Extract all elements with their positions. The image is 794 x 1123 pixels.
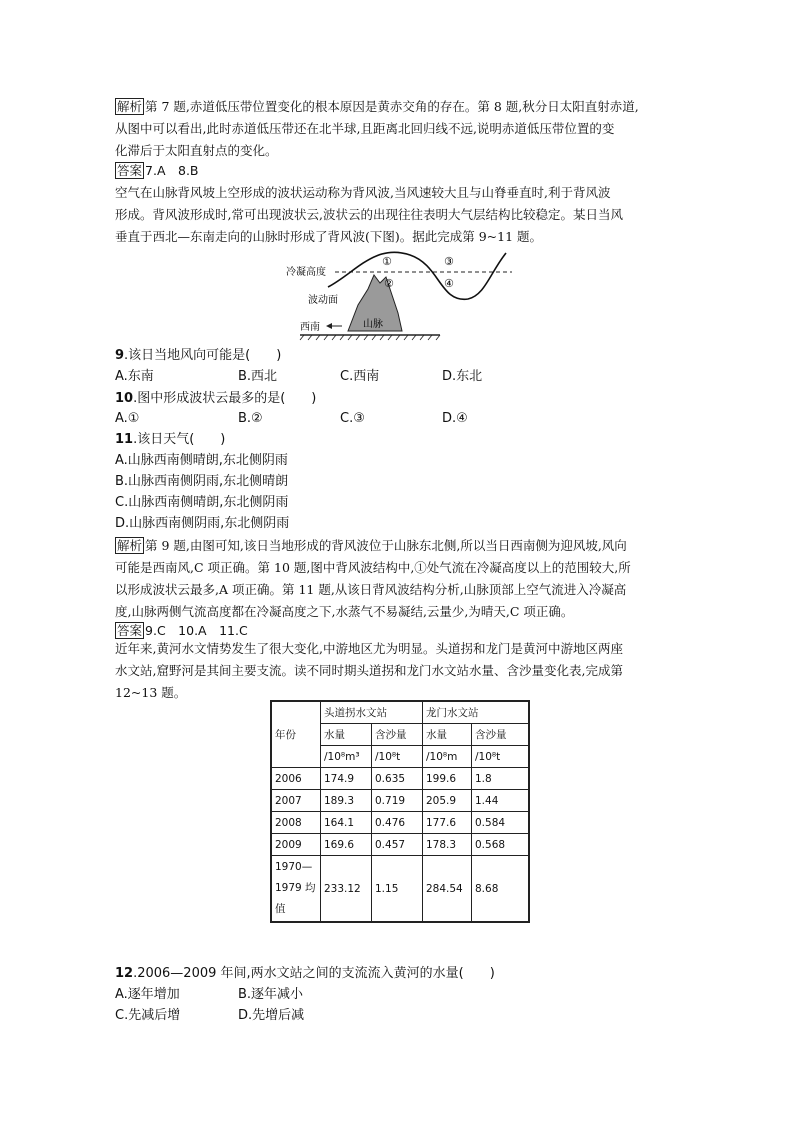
answer-text: 7.A 8.B: [145, 163, 199, 178]
analysis-tag: 解析: [117, 538, 143, 553]
header-sand-1: 含沙量: [372, 724, 423, 746]
table-row: 2009 169.6 0.457 178.3 0.568: [271, 834, 529, 856]
passage-1: [115, 182, 690, 248]
hydrology-table: [270, 700, 530, 923]
header-station-2: 龙门水文站: [423, 701, 530, 724]
analysis-line: 第 9 题,由图可知,该日当地形成的背风波位于山脉东北侧,所以当日西南侧为迎风坡,风向: [145, 538, 627, 553]
analysis-block-1: [115, 96, 690, 162]
analysis-line: 度,山脉两侧气流高度都在冷凝高度之下,水蒸气不易凝结,云量少,为晴天,C 项正确。: [115, 604, 574, 619]
q9-option-c[interactable]: C.西南: [340, 369, 380, 384]
marker-3: ③: [444, 255, 454, 268]
answer-tag: 答案: [117, 623, 143, 638]
question-11: 11.该日天气( ): [115, 432, 226, 447]
lee-wave-diagram: [280, 243, 520, 343]
label-wave-surface: 波动面: [308, 295, 338, 306]
table-row-average: 1970— 1979 均 值 233.12 1.15 284.54 8.68: [271, 856, 529, 923]
q10-option-a[interactable]: A.①: [115, 411, 140, 426]
arrow-head: [326, 323, 332, 329]
question-10: 10.图中形成波状云最多的是( ): [115, 391, 317, 406]
q11-option-c[interactable]: C.山脉西南侧晴朗,东北侧阴雨: [115, 495, 289, 510]
q10-option-b[interactable]: B.②: [238, 411, 263, 426]
analysis-line: 从图中可以看出,此时赤道低压带还在北半球,且距离北回归线不远,说明赤道低压带位置的变: [115, 121, 615, 136]
passage-line: 水文站,窟野河是其间主要支流。读不同时期头道拐和龙门水文站水量、含沙量变化表,完成第: [115, 663, 623, 678]
passage-line: 垂直于西北—东南走向的山脉时形成了背风波(下图)。据此完成第 9~11 题。: [115, 229, 543, 244]
q12-option-d[interactable]: D.先增后减: [238, 1008, 305, 1023]
header-sand-2: 含沙量: [472, 724, 530, 746]
analysis-line: 以形成波状云最多,A 项正确。第 11 题,从该日背风波结构分析,山脉顶部上空气流进入冷凝高: [115, 582, 627, 597]
passage-line: 近年来,黄河水文情势发生了很大变化,中游地区尤为明显。头道拐和龙门是黄河中游地区两座: [115, 641, 623, 656]
question-9: 9.该日当地风向可能是( ): [115, 348, 282, 363]
analysis-line: 可能是西南风,C 项正确。第 10 题,图中背风波结构中,①处气流在冷凝高度以上的范围较大,所: [115, 560, 631, 575]
q11-option-a[interactable]: A.山脉西南侧晴朗,东北侧阴雨: [115, 453, 288, 468]
marker-4: ④: [444, 277, 454, 290]
analysis-line: 第 7 题,赤道低压带位置变化的根本原因是黄赤交角的存在。第 8 题,秋分日太阳直射赤道,: [145, 99, 639, 114]
q11-option-d[interactable]: D.山脉西南侧阴雨,东北侧阴雨: [115, 516, 290, 531]
label-mountain: 山脉: [363, 319, 383, 330]
header-station-1: 头道拐水文站: [321, 701, 423, 724]
q11-option-b[interactable]: B.山脉西南侧阴雨,东北侧晴朗: [115, 474, 289, 489]
header-water-1: 水量: [321, 724, 372, 746]
unit-sand-2: /10⁸t: [472, 746, 530, 768]
passage-line: 空气在山脉背风坡上空形成的波状运动称为背风波,当风速较大且与山脊垂直时,利于背风波: [115, 185, 611, 200]
passage-2: [115, 638, 690, 704]
q9-option-a[interactable]: A.东南: [115, 369, 154, 384]
q10-option-d[interactable]: D.④: [442, 411, 468, 426]
marker-2: ②: [384, 277, 394, 290]
analysis-line: 化滞后于太阳直射点的变化。: [115, 143, 278, 158]
analysis-tag: 解析: [117, 99, 143, 114]
answer-tag: 答案: [117, 163, 143, 178]
wave-surface-line: [328, 252, 506, 299]
passage-line: 形成。背风波形成时,常可出现波状云,波状云的出现往往表明大气层结构比较稳定。某日当风: [115, 207, 623, 222]
marker-1: ①: [382, 255, 392, 268]
unit-water-2: /10⁸m: [423, 746, 472, 768]
table-row: 2006 174.9 0.635 199.6 1.8: [271, 768, 529, 790]
q9-option-b[interactable]: B.西北: [238, 369, 278, 384]
q12-option-a[interactable]: A.逐年增加: [115, 987, 180, 1002]
q12-option-c[interactable]: C.先减后增: [115, 1008, 181, 1023]
analysis-block-2: [115, 535, 690, 623]
table-row: 2007 189.3 0.719 205.9 1.44: [271, 790, 529, 812]
q9-option-d[interactable]: D.东北: [442, 369, 483, 384]
question-12: 12.2006—2009 年间,两水文站之间的支流流入黄河的水量( ): [115, 966, 495, 981]
label-condensation: 冷凝高度: [286, 267, 326, 278]
unit-sand-1: /10⁸t: [372, 746, 423, 768]
header-water-2: 水量: [423, 724, 472, 746]
label-southwest: 西南: [300, 322, 320, 333]
table-row: 2008 164.1 0.476 177.6 0.584: [271, 812, 529, 834]
passage-line: 12~13 题。: [115, 685, 187, 700]
answer-text: 9.C 10.A 11.C: [145, 623, 248, 638]
q12-option-b[interactable]: B.逐年减小: [238, 987, 304, 1002]
unit-water-1: /10⁸m³: [321, 746, 372, 768]
header-year: 年份: [271, 701, 321, 768]
answer-block-1: [115, 160, 690, 182]
q10-option-c[interactable]: C.③: [340, 411, 365, 426]
